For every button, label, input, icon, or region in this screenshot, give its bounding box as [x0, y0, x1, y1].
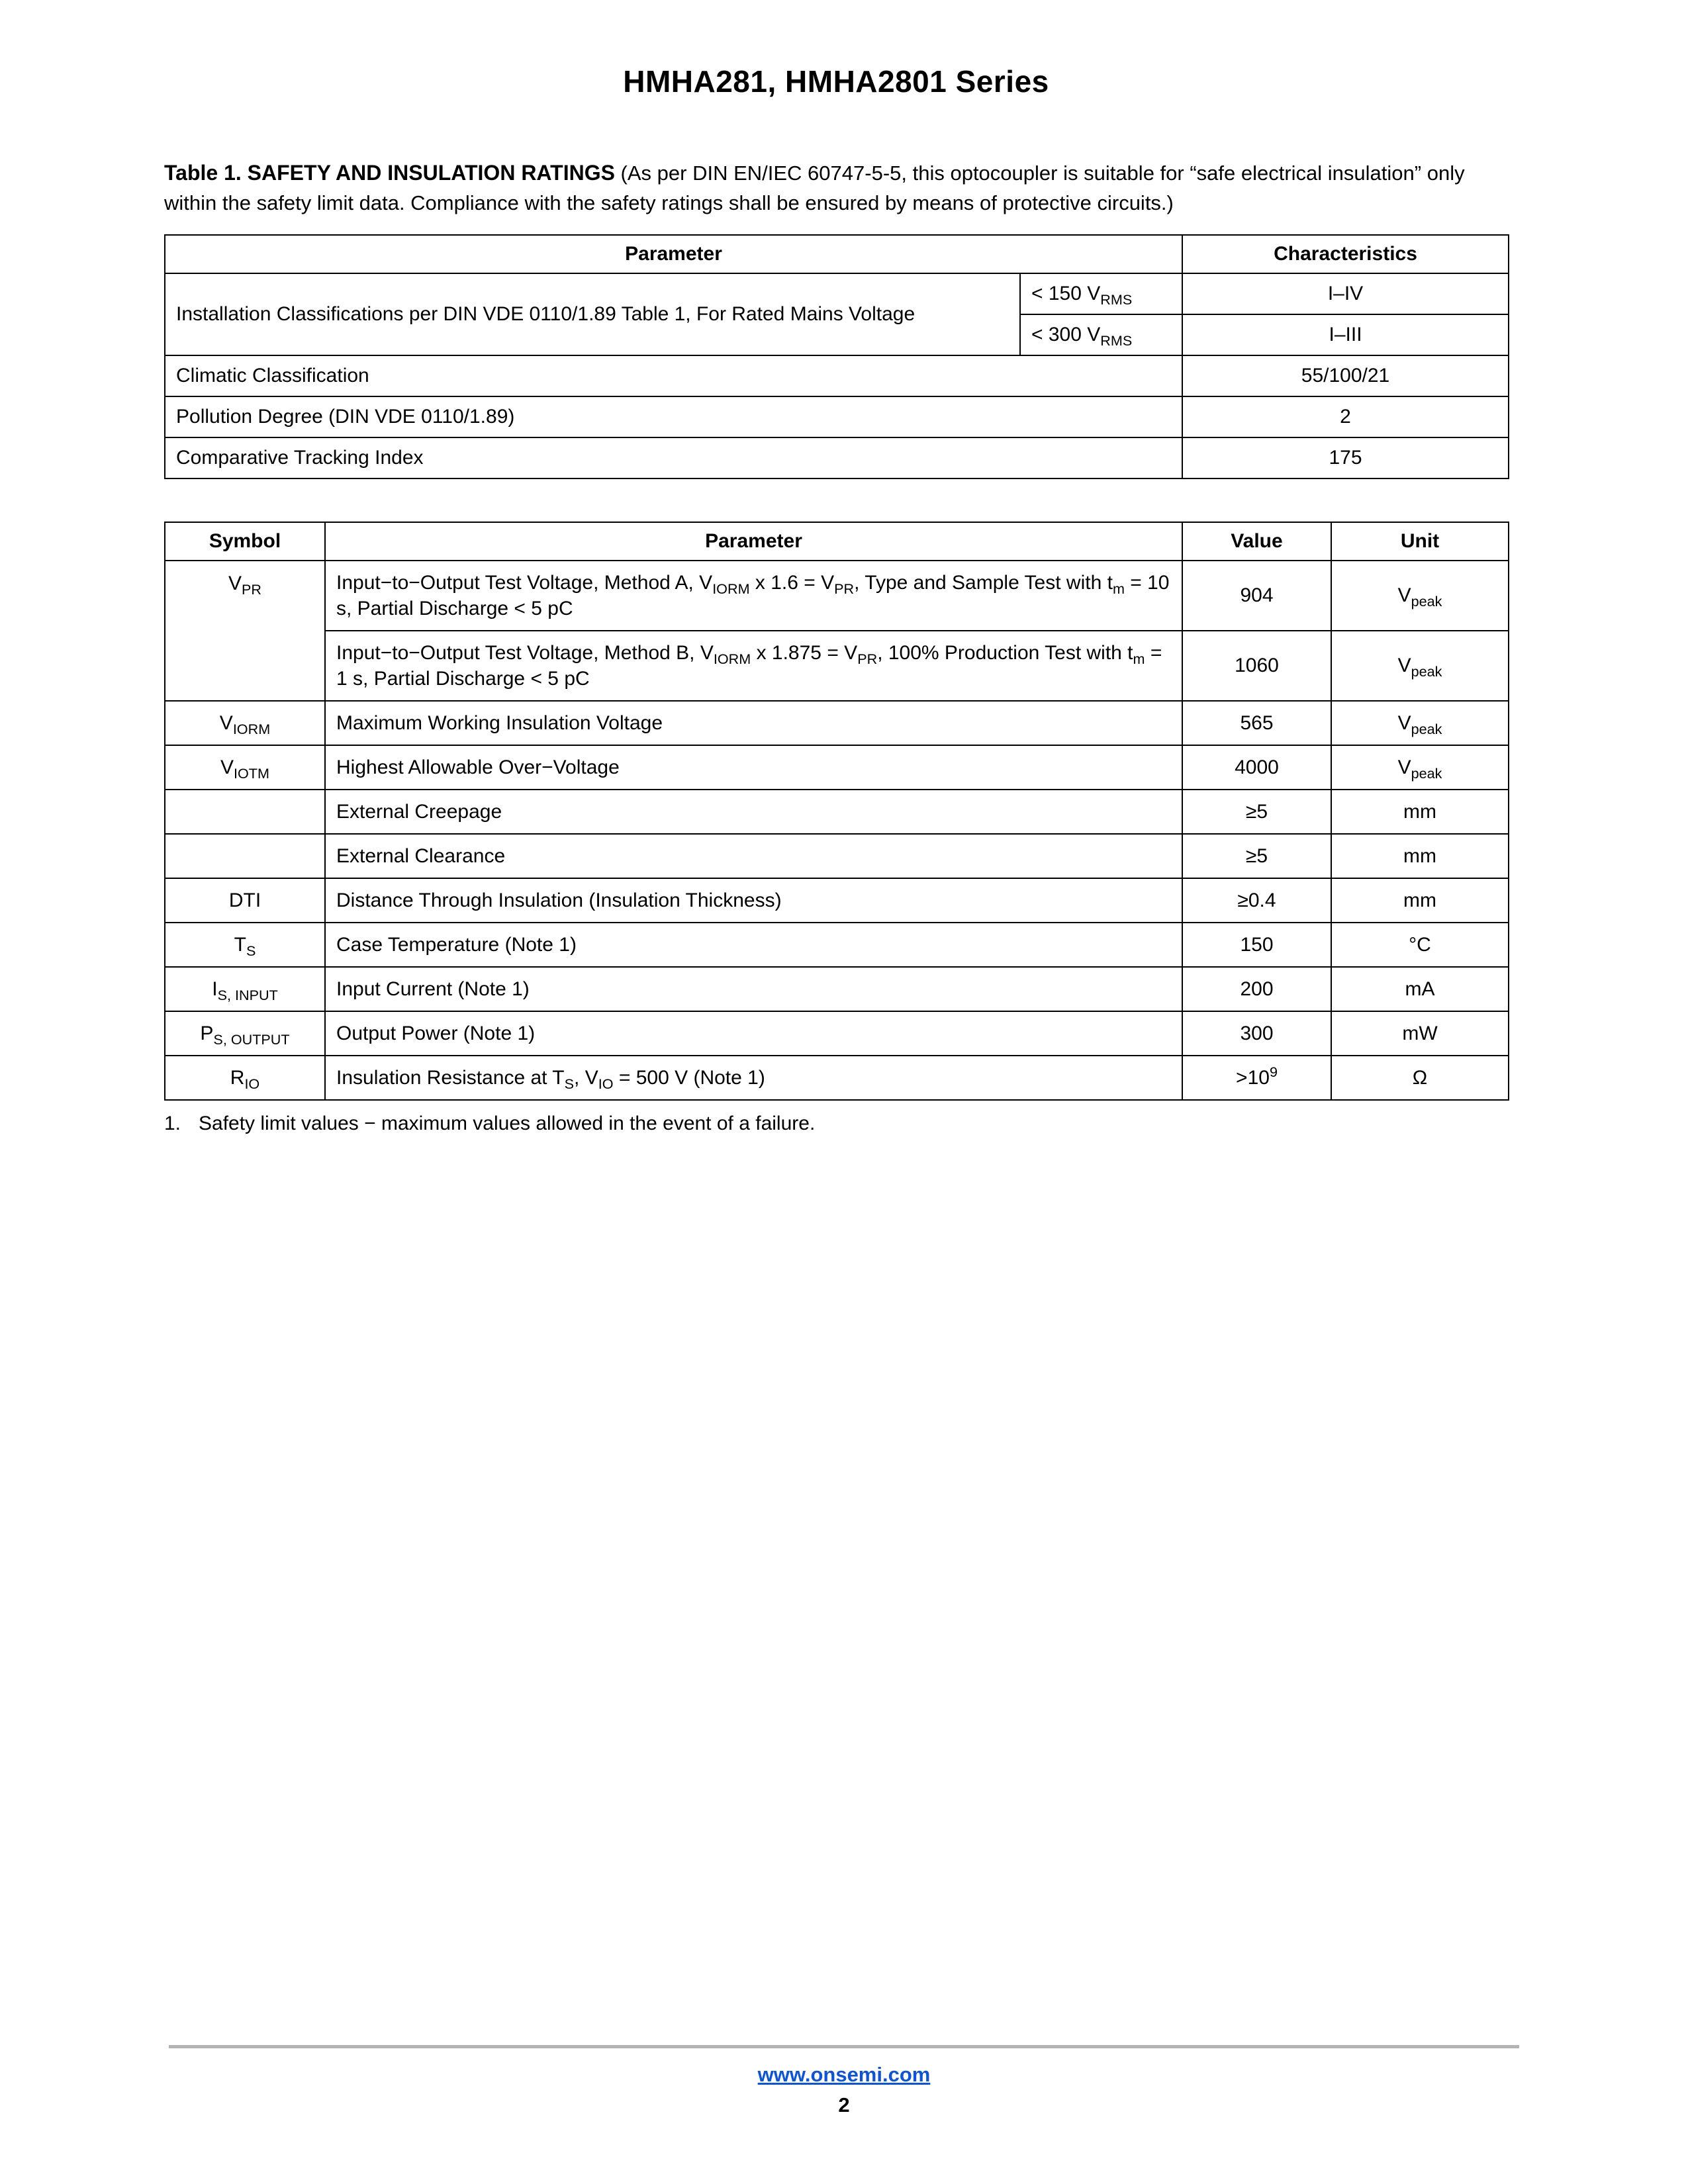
value-cell: $>10^9$ — [1182, 1056, 1331, 1100]
unit-cell: mm — [1331, 834, 1509, 878]
table-row — [165, 561, 1509, 631]
characteristics-cell: 55/100/21 — [1182, 355, 1509, 396]
symbol-cell — [165, 790, 325, 834]
parameter-cell: External Clearance — [325, 834, 1182, 878]
page-title: HMHA281, HMHA2801 Series — [623, 64, 1049, 99]
parameter-cell: Input−to−Output Test Voltage, Method A, $V_{IORM}$ x $1.6 = V_{PR}$, Type and Sample Test with $t_m = 10$ s, Partial Discharge < 5 pC — [325, 561, 1182, 631]
unit-cell: mW — [1331, 1011, 1509, 1056]
unit-cell: Ω — [1331, 1056, 1509, 1100]
table-row — [165, 878, 1509, 923]
characteristics-cell: I–IV — [1182, 273, 1509, 314]
symbol-cell — [165, 834, 325, 878]
symbol-cell: $V_{IORM}$ — [165, 701, 325, 745]
parameter-cell: Climatic Classification — [165, 355, 1182, 396]
column-header-symbol: Symbol — [165, 522, 325, 561]
unit-cell: mm — [1331, 790, 1509, 834]
parameter-cell: External Creepage — [325, 790, 1182, 834]
value-cell: 904 — [1182, 561, 1331, 631]
value-cell: 150 — [1182, 923, 1331, 967]
parameter-cell: Pollution Degree (DIN VDE 0110/1.89) — [165, 396, 1182, 437]
safety-insulation-ratings-table — [164, 234, 1509, 479]
symbol-cell: $V_{PR}$ — [165, 561, 325, 701]
unit-cell: $V_{peak}$ — [1331, 745, 1509, 790]
parameter-cell: Input−to−Output Test Voltage, Method B, $V_{IORM}$ x $1.875 = V_{PR}$, 100% Production Test with $t_m = 1$ s, Partial Discharge < 5 pC — [325, 631, 1182, 701]
page-footer — [0, 2045, 1688, 2117]
table-row — [165, 355, 1509, 396]
parameter-cell: Distance Through Insulation (Insulation Thickness) — [325, 878, 1182, 923]
unit-cell: mA — [1331, 967, 1509, 1011]
unit-cell: $V_{peak}$ — [1331, 701, 1509, 745]
table-row — [165, 923, 1509, 967]
table-row — [165, 967, 1509, 1011]
column-header-unit: Unit — [1331, 522, 1509, 561]
onsemi-link[interactable]: www.onsemi.com — [757, 2063, 931, 2086]
value-cell: ≥5 — [1182, 790, 1331, 834]
value-cell: 4000 — [1182, 745, 1331, 790]
symbol-cell: $R_{IO}$ — [165, 1056, 325, 1100]
value-cell: 300 — [1182, 1011, 1331, 1056]
characteristics-cell: I–III — [1182, 314, 1509, 355]
page-number: 2 — [838, 2093, 850, 2116]
table-row — [165, 745, 1509, 790]
characteristics-cell: 175 — [1182, 437, 1509, 478]
rated-voltage-cell: < 150 $V_{RMS}$ — [1020, 273, 1182, 314]
footnote — [164, 1113, 1508, 1135]
value-cell: 565 — [1182, 701, 1331, 745]
table-row — [165, 834, 1509, 878]
parameter-cell: Output Power (Note 1) — [325, 1011, 1182, 1056]
table-row — [165, 1011, 1509, 1056]
column-header-parameter: Parameter — [165, 235, 1182, 273]
table-row — [165, 437, 1509, 478]
footnote-text: Safety limit values − maximum values allowed in the event of a failure. — [199, 1112, 816, 1134]
unit-cell: $V_{peak}$ — [1331, 561, 1509, 631]
value-cell: ≥5 — [1182, 834, 1331, 878]
column-header-parameter: Parameter — [325, 522, 1182, 561]
footnote-number: 1. — [164, 1112, 181, 1134]
table1-caption — [164, 158, 1508, 218]
parameter-cell: Maximum Working Insulation Voltage — [325, 701, 1182, 745]
table-header-row — [165, 522, 1509, 561]
parameter-cell: Case Temperature (Note 1) — [325, 923, 1182, 967]
table-row — [165, 790, 1509, 834]
table-row — [165, 396, 1509, 437]
table1-caption-title: Table 1. SAFETY AND INSULATION RATINGS — [164, 161, 615, 185]
symbol-cell: $I_{S, INPUT}$ — [165, 967, 325, 1011]
parameter-cell: Insulation Resistance at $T_S$, $V_{IO} = 500$ V (Note 1) — [325, 1056, 1182, 1100]
column-header-value: Value — [1182, 522, 1331, 561]
page-content — [164, 0, 1508, 1135]
value-cell: 1060 — [1182, 631, 1331, 701]
value-cell: 200 — [1182, 967, 1331, 1011]
insulation-characteristics-table — [164, 522, 1509, 1101]
column-header-characteristics: Characteristics — [1182, 235, 1509, 273]
table-row — [165, 273, 1509, 314]
parameter-cell: Installation Classifications per DIN VDE 0110/1.89 Table 1, For Rated Mains Voltage — [165, 273, 1020, 355]
parameter-cell: Input Current (Note 1) — [325, 967, 1182, 1011]
symbol-cell: $P_{S, OUTPUT}$ — [165, 1011, 325, 1056]
footer-divider — [169, 2045, 1519, 2048]
rated-voltage-cell: < 300 $V_{RMS}$ — [1020, 314, 1182, 355]
table1-caption-text: (As per DIN EN/IEC 60747-5-5, this optocoupler is suitable for “safe electrical insulation” only within the safety limit data. Compliance with the safety ratings shall be ensured by means of protective circuits.) — [164, 161, 1465, 214]
unit-cell: mm — [1331, 878, 1509, 923]
table-header-row — [165, 235, 1509, 273]
unit-cell: °C — [1331, 923, 1509, 967]
parameter-cell: Highest Allowable Over−Voltage — [325, 745, 1182, 790]
characteristics-cell: 2 — [1182, 396, 1509, 437]
table-row — [165, 701, 1509, 745]
table-row — [165, 1056, 1509, 1100]
symbol-cell: $V_{IOTM}$ — [165, 745, 325, 790]
symbol-cell: DTI — [165, 878, 325, 923]
table-row — [165, 631, 1509, 701]
parameter-cell: Comparative Tracking Index — [165, 437, 1182, 478]
value-cell: ≥0.4 — [1182, 878, 1331, 923]
unit-cell: $V_{peak}$ — [1331, 631, 1509, 701]
symbol-cell: $T_S$ — [165, 923, 325, 967]
